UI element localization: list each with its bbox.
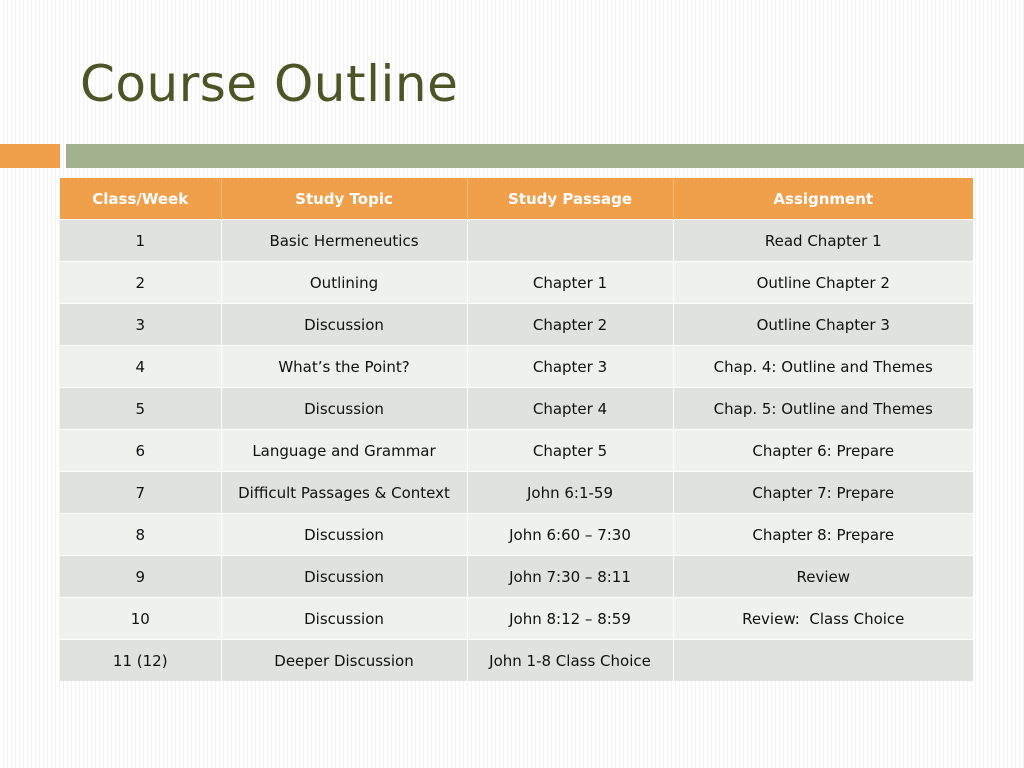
table-row [60,430,973,472]
cell-class-week: 2 [60,262,221,304]
course-outline-table-container [60,178,973,681]
accent-bar-green [66,144,1024,168]
cell-class-week: 7 [60,472,221,514]
table-row [60,388,973,430]
cell-study-topic: Basic Hermeneutics [221,220,467,262]
cell-study-passage: Chapter 1 [467,262,673,304]
cell-assignment: Outline Chapter 2 [673,262,973,304]
page-title: Course Outline [80,55,459,113]
cell-assignment: Chap. 4: Outline and Themes [673,346,973,388]
cell-assignment: Review: Class Choice [673,598,973,640]
cell-study-passage: Chapter 4 [467,388,673,430]
table-row [60,598,973,640]
cell-study-passage: Chapter 5 [467,430,673,472]
table-header-row [60,178,973,220]
cell-class-week: 4 [60,346,221,388]
cell-study-passage: Chapter 2 [467,304,673,346]
cell-study-passage [467,220,673,262]
cell-study-passage: John 6:60 – 7:30 [467,514,673,556]
table-row [60,304,973,346]
cell-study-topic: Deeper Discussion [221,640,467,682]
cell-study-passage: John 8:12 – 8:59 [467,598,673,640]
accent-bar-orange [0,144,60,168]
cell-study-passage: Chapter 3 [467,346,673,388]
cell-study-topic: Language and Grammar [221,430,467,472]
course-outline-table [60,178,973,681]
table-row [60,346,973,388]
cell-class-week: 11 (12) [60,640,221,682]
cell-class-week: 5 [60,388,221,430]
table-row [60,514,973,556]
cell-assignment: Chapter 6: Prepare [673,430,973,472]
cell-study-passage: John 6:1-59 [467,472,673,514]
header-class-week: Class/Week [60,178,221,220]
table-row [60,220,973,262]
cell-class-week: 3 [60,304,221,346]
table-row [60,472,973,514]
cell-study-topic: Outlining [221,262,467,304]
cell-study-topic: Discussion [221,514,467,556]
cell-class-week: 1 [60,220,221,262]
cell-study-topic: Discussion [221,388,467,430]
cell-class-week: 9 [60,556,221,598]
cell-study-passage: John 1-8 Class Choice [467,640,673,682]
cell-class-week: 6 [60,430,221,472]
cell-study-topic: What’s the Point? [221,346,467,388]
header-assignment: Assignment [673,178,973,220]
cell-assignment: Chap. 5: Outline and Themes [673,388,973,430]
cell-assignment [673,640,973,682]
cell-study-topic: Discussion [221,304,467,346]
table-row [60,262,973,304]
table-row [60,640,973,682]
cell-study-passage: John 7:30 – 8:11 [467,556,673,598]
cell-study-topic: Discussion [221,598,467,640]
table-row [60,556,973,598]
header-study-passage: Study Passage [467,178,673,220]
cell-study-topic: Difficult Passages & Context [221,472,467,514]
cell-assignment: Review [673,556,973,598]
cell-assignment: Outline Chapter 3 [673,304,973,346]
cell-assignment: Chapter 8: Prepare [673,514,973,556]
header-study-topic: Study Topic [221,178,467,220]
cell-class-week: 8 [60,514,221,556]
cell-study-topic: Discussion [221,556,467,598]
cell-class-week: 10 [60,598,221,640]
cell-assignment: Chapter 7: Prepare [673,472,973,514]
cell-assignment: Read Chapter 1 [673,220,973,262]
